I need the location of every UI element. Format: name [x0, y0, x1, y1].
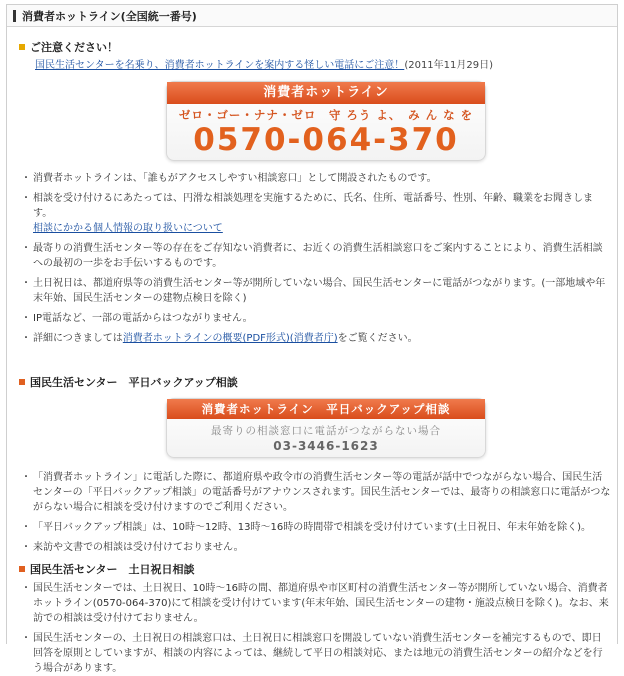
- warning-line: [35, 56, 611, 71]
- warning-heading-row: [19, 39, 611, 55]
- hotline-banner-slogan: ゼロ・ゴー・ナナ・ゼロ 守 ろう よ、 み ん な を: [178, 108, 474, 122]
- warning-heading: ご注意ください！: [30, 41, 118, 54]
- list-item-text: 最寄りの消費生活センター等の存在をご存知ない消費者に、お近くの消費生活相談窓口をご案内することにより、消費生活相談への最初の一歩をお手伝いするものです。: [33, 243, 603, 269]
- backup-banner: [166, 398, 486, 458]
- hotline-banner: [166, 81, 486, 161]
- list-item-text: をご覧ください。: [337, 333, 418, 344]
- backup-list: [19, 470, 611, 555]
- weekend-heading-row: [19, 561, 611, 577]
- content-frame: [6, 4, 618, 674]
- hotline-list: [19, 171, 611, 346]
- weekend-list: [19, 581, 611, 676]
- weekend-section: [19, 561, 611, 676]
- page-header: [7, 5, 617, 27]
- list-item-text: IP電話など、一部の電話からはつながりません。: [33, 313, 253, 324]
- warning-section: [19, 39, 611, 71]
- weekend-heading: 国民生活センター 土日祝日相談: [30, 563, 195, 576]
- list-item-text: 土日祝日は、都道府県等の消費生活センター等が開所していない場合、国民生活センターに電話がつながります。(一部地域や年末年始、国民生活センターの建物点検日を除く): [33, 278, 606, 304]
- warning-link[interactable]: 国民生活センターを名乗り、消費者ホットラインを案内する怪しい電話にご注意！: [35, 60, 405, 71]
- backup-banner-note: 最寄りの相談窓口に電話がつながらない場合: [211, 425, 441, 437]
- backup-banner-ribbon: 消費者ホットライン 平日バックアップ相談: [167, 399, 485, 419]
- list-item: ・ 国民生活センターの、土日祝日の相談窓口は、土日祝日に相談窓口を開設していない消費生活センターを補完するもので、即日回答を原則としていますが、相談の内容によっては、継続して平日の相談対応、または地元の消費生活センターの紹介などを行う場合があります。: [19, 631, 611, 676]
- list-item: [19, 311, 611, 326]
- page-title: 消費者ホットライン(全国統一番号): [22, 9, 197, 23]
- bullet-square-icon: [19, 379, 25, 385]
- warning-date: (2011年11月29日): [404, 60, 494, 71]
- backup-phone-number: 03-3446-1623: [273, 439, 379, 453]
- bullet-square-icon: [19, 44, 25, 50]
- bullet-square-icon: [19, 566, 25, 572]
- list-item-text: 消費者ホットラインは、「誰もがアクセスしやすい相談窓口」として開設されたものです。: [33, 173, 437, 184]
- list-item: [19, 331, 611, 346]
- hotline-phone-number: 0570-064-370: [193, 122, 459, 158]
- list-item: [19, 276, 611, 306]
- list-item-text: 相談を受け付けるにあたっては、円滑な相談処理を実施するために、氏名、住所、電話番号、性別、年齢、職業をお聞きします。: [33, 193, 593, 219]
- list-item: ・ 「平日バックアップ相談」は、10時〜12時、13時〜16時の時間帯で相談を受け付けています(土日祝日、年末年始を除く)。: [19, 520, 611, 535]
- list-item: [19, 171, 611, 186]
- privacy-link[interactable]: 相談にかかる個人情報の取り扱いについて: [33, 223, 223, 234]
- list-item: [19, 241, 611, 271]
- list-item: ・ 来訪や文書での相談は受け付けておりません。: [19, 540, 611, 555]
- list-item: ・ 国民生活センターでは、土日祝日、10時〜16時の間、都道府県や市区町村の消費生活センター等が開所していない場合、消費者ホットライン(0570-064-370)にて相談を受け付けています(年末年始、国民生活センターの建物・施設点検日を除く)。なお、来訪での相談は受け付けておりません。: [19, 581, 611, 626]
- backup-heading: 国民生活センター 平日バックアップ相談: [30, 376, 238, 389]
- list-item: ・ 「消費者ホットライン」に電話した際に、都道府県や政令市の消費生活センター等の電話が話中でつながらない場合、国民生活センターの「平日バックアップ相談」の電話番号がアナウンスされます。国民生活センターでは、最寄りの相談窓口に電話がつながらない場合に相談を受け付けますのでご利用ください。: [19, 470, 611, 515]
- list-item-text: 詳細につきましては: [33, 333, 123, 344]
- list-item: [19, 191, 611, 236]
- main-content: [7, 39, 617, 676]
- backup-section: [19, 374, 611, 555]
- overview-pdf-link[interactable]: 消費者ホットラインの概要(PDF形式)(消費者庁): [122, 333, 338, 344]
- header-bar: [13, 10, 16, 22]
- hotline-banner-ribbon: 消費者ホットライン: [167, 82, 485, 104]
- backup-heading-row: [19, 374, 611, 390]
